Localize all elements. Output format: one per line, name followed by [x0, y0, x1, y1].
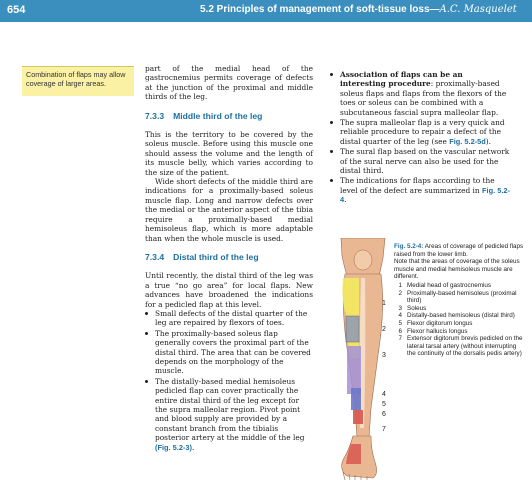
section-heading-733	[145, 112, 313, 121]
legend-number: 6	[398, 327, 402, 335]
legend-number: 2	[398, 289, 402, 297]
bullet-list-right	[330, 70, 510, 205]
legend-item	[394, 320, 526, 328]
figure-reference-link[interactable]: Fig. 5.2-4	[340, 185, 510, 205]
bullet-dot	[330, 121, 333, 124]
bullet-dot	[145, 332, 148, 335]
paragraph-soleus-territory: This is the territory to be covered by the soleus muscle. Before using this muscle one should assess the volume and the length of its muscle belly, which varies according to the size of the patient.	[145, 130, 313, 177]
list-item-text: The proximally-based soleus flap generally covers the proximal part of the distal third. The area that can be covered depends on the morphology of the muscle.	[155, 328, 311, 376]
callout-label: 4	[382, 391, 386, 398]
running-head-author: A.C. Masquelet	[439, 4, 517, 15]
callout-label: 7	[382, 426, 386, 433]
section-heading-734	[145, 253, 313, 262]
section-title: Middle third of the leg	[173, 110, 263, 121]
legend-text: Distally-based hemisoleus (distal third)	[407, 312, 515, 320]
figure-caption	[394, 243, 526, 358]
callout-label: 1	[382, 300, 386, 307]
callout-label: 6	[382, 411, 386, 418]
legend-text: Extensor digitorum brevis pedicled on the lateral tarsal artery (without interrupting the continuity of the dorsalis pedis artery)	[407, 335, 523, 358]
page-header	[0, 0, 532, 22]
list-item-text: : proximally-based soleus flaps and flaps from the flexors of the toes or soleus can be combined with a subcutaneous fascial supra malleolar flap.	[340, 79, 507, 117]
caption-title: Fig. 5.2-4:	[394, 243, 424, 250]
area-proximal-hemisoleus	[346, 316, 359, 342]
list-item	[330, 118, 510, 146]
list-item	[330, 176, 510, 204]
list-item	[145, 309, 313, 328]
legend-number: 3	[398, 304, 402, 312]
legend-text: Soleus	[407, 304, 427, 312]
main-column-left	[145, 64, 313, 453]
figure-reference-link[interactable]: (Fig. 5.2-3)	[155, 442, 192, 452]
bullet-list-distal	[145, 309, 313, 452]
legend-item	[394, 328, 526, 336]
margin-note: Combination of flaps may allow coverage of larger areas.	[22, 66, 134, 96]
list-item-text: The supra malleolar flap is a very quick and reliable procedure to repair a defect of the distal quarter of the leg (see	[340, 118, 505, 146]
legend-number: 7	[398, 335, 402, 343]
area-medial-gastrocnemius	[342, 278, 359, 312]
caption-note: Note that the areas of coverage of the soleus muscle and medial hemisoleus muscle are different.	[394, 258, 520, 281]
legend-item	[394, 305, 526, 313]
bullet-dot	[330, 150, 333, 153]
legend-item	[394, 312, 526, 320]
area-flexor-digitorum-longus	[351, 388, 361, 410]
punctuation: .	[344, 195, 347, 205]
running-head-title: 5.2 Principles of management of soft-tissue loss—	[200, 4, 440, 15]
legend-item	[394, 335, 526, 358]
section-title: Distal third of the leg	[173, 251, 259, 262]
legend-number: 4	[398, 312, 402, 320]
bold-lead: Association of flaps can be an interesting procedure	[340, 70, 463, 89]
bullet-dot	[330, 73, 333, 76]
list-item	[330, 147, 510, 175]
area-extensor-digitorum-brevis	[346, 444, 361, 464]
bullet-dot	[145, 312, 148, 315]
punctuation: ).	[485, 136, 492, 146]
legend-text: Flexor digitorum longus	[407, 319, 473, 327]
list-item-text: The indications for flaps according to the level of the defect are summarized in	[340, 176, 495, 195]
legend-item	[394, 290, 526, 305]
paragraph-wide-defects: Wide short defects of the middle third are indications for a proximally-based soleus muscle flap. Long and narrow defects over the medial or the anterior aspect of the tibia require a proximally-based medial hemisoleus flap, which is more adaptable than when the whole muscle is used.	[145, 177, 313, 243]
paragraph-distal-third: Until recently, the distal third of the leg was a true “no go area” for local flaps. New advances have broadened the indications for a pedicled flap at this level.	[145, 271, 313, 309]
legend-number: 1	[398, 281, 402, 289]
list-item-text: The distally-based medial hemisoleus pedicled flap can cover practically the entire distal third of the leg except for the supra malleolar region. Pivot point and blood supply are provided by a constant branch from the tibialis posterior artery at the middle of the leg	[155, 376, 305, 443]
caption-text: Areas of coverage of pedicled flaps raised from the lower limb.	[394, 243, 524, 258]
callout-label: 5	[382, 401, 386, 408]
main-column-right	[330, 70, 510, 206]
page-number: 654	[7, 4, 26, 16]
list-item	[145, 329, 313, 376]
bullet-dot	[330, 179, 333, 182]
figure-reference-link[interactable]: Fig. 5.2-5d	[449, 136, 486, 146]
caption-legend	[394, 282, 526, 358]
punctuation: .	[191, 442, 195, 452]
list-item-text: The sural flap based on the vascular network of the sural nerve can also be used for the distal third.	[340, 147, 510, 176]
section-number: 7.3.3	[145, 110, 165, 121]
figure-callouts	[378, 300, 390, 440]
patella-shape	[354, 250, 372, 270]
area-flexor-hallucis-longus	[353, 410, 363, 424]
bullet-dot	[145, 380, 148, 383]
legend-number: 5	[398, 319, 402, 327]
legend-text: Proximally-based hemisoleus (proximal third)	[407, 289, 517, 305]
legend-text: Flexor hallucis longus	[407, 327, 468, 335]
callout-label: 2	[382, 326, 386, 333]
intro-paragraph: part of the medial head of the gastrocnemius permits coverage of defects at the junction of the proximal and middle thirds of the leg.	[145, 64, 313, 102]
legend-item	[394, 282, 526, 290]
legend-text: Medial head of gastrocnemius	[407, 281, 492, 289]
area-distal-hemisoleus	[347, 346, 361, 394]
callout-label: 3	[382, 352, 386, 359]
list-item-text: Small defects of the distal quarter of the leg are repaired by flexors of toes.	[155, 308, 308, 328]
section-number: 7.3.4	[145, 251, 165, 262]
running-head	[200, 4, 517, 15]
list-item	[145, 377, 313, 452]
list-item	[330, 70, 510, 117]
